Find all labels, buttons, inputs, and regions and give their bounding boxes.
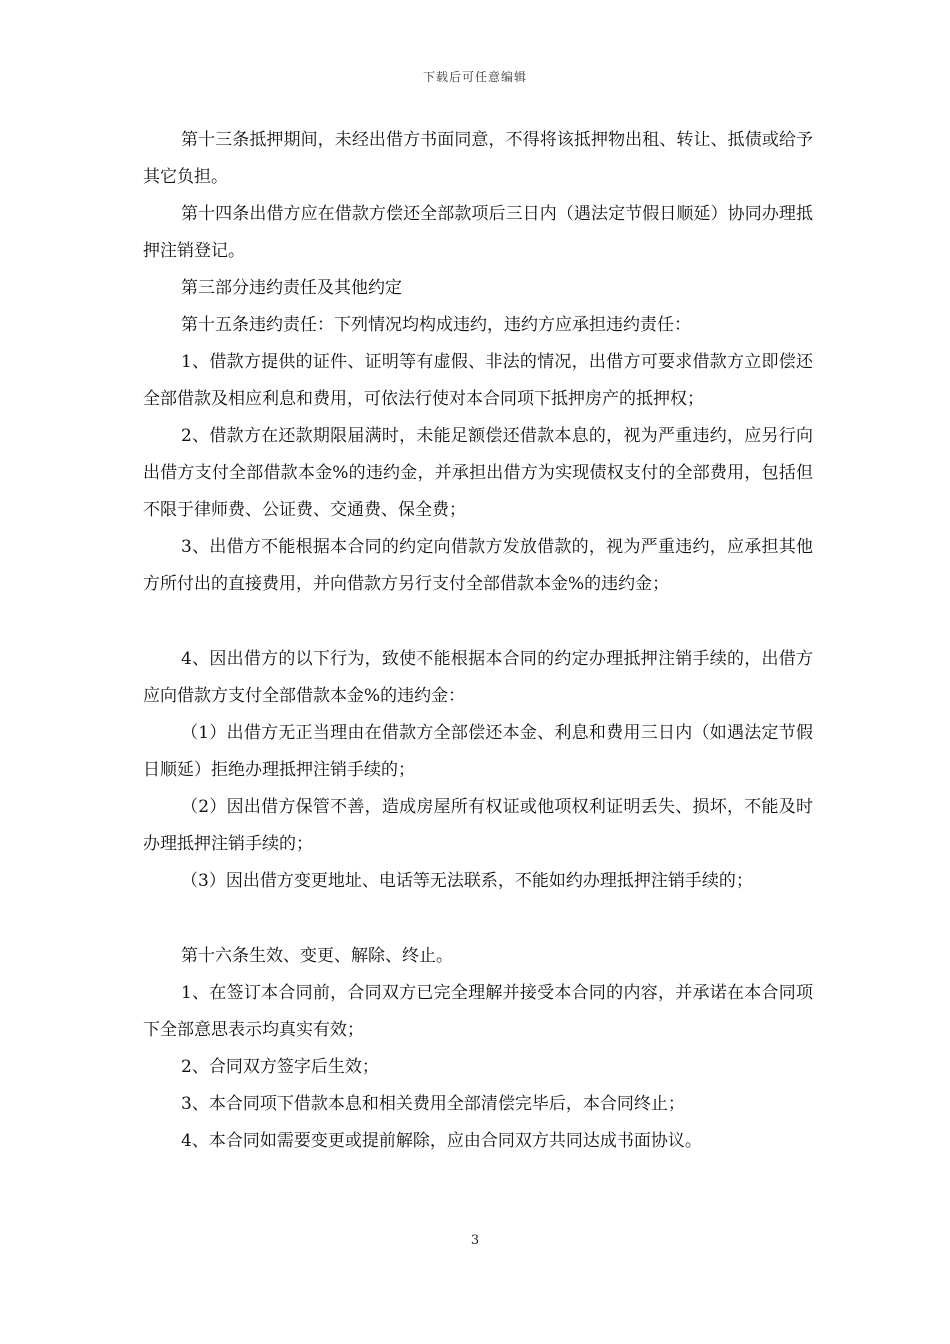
paragraph-article-15: 第十五条违约责任：下列情况均构成违约，违约方应承担违约责任： <box>181 315 691 335</box>
paragraph-article-16: 第十六条生效、变更、解除、终止。 <box>181 946 453 966</box>
page-number: 3 <box>470 1233 480 1248</box>
paragraph-16-item-3: 3、本合同项下借款本息和相关费用全部清偿完毕后，本合同终止； <box>181 1094 685 1114</box>
paragraph-15-item-3: 3、出借方不能根据本合同的约定向借款方发放借款的，视为严重违约，应承担其他方所付出的直接费用，并向借款方另行支付全部借款本金%的违约金； <box>143 537 813 594</box>
paragraph-15-item-4-sub-1: （1）出借方无正当理由在借款方全部偿还本金、利息和费用三日内（如遇法定节假日顺延）拒绝办理抵押注销手续的； <box>143 723 813 780</box>
document-body <box>143 122 813 1160</box>
header-note: 下载后可任意编辑 <box>422 70 527 84</box>
section-heading-part-3: 第三部分违约责任及其他约定 <box>181 278 402 298</box>
paragraph-15-item-4-sub-3: （3）因出借方变更地址、电话等无法联系，不能如约办理抵押注销手续的； <box>181 871 753 891</box>
paragraph-article-14: 第十四条出借方应在借款方偿还全部款项后三日内（遇法定节假日顺延）协同办理抵押注销登记。 <box>143 204 813 261</box>
blank-line <box>143 900 813 938</box>
paragraph-15-item-2: 2、借款方在还款期限届满时，未能足额偿还借款本息的，视为严重违约，应另行向出借方支付全部借款本金%的违约金，并承担出借方为实现债权支付的全部费用，包括但不限于律师费、公证费、交通费、保全费； <box>143 426 813 520</box>
paragraph-15-item-4: 4、因出借方的以下行为，致使不能根据本合同的约定办理抵押注销手续的，出借方应向借款方支付全部借款本金%的违约金： <box>143 649 813 706</box>
paragraph-15-item-1: 1、借款方提供的证件、证明等有虚假、非法的情况，出借方可要求借款方立即偿还全部借款及相应利息和费用，可依法行使对本合同项下抵押房产的抵押权； <box>143 352 813 409</box>
paragraph-16-item-1: 1、在签订本合同前，合同双方已完全理解并接受本合同的内容，并承诺在本合同项下全部意思表示均真实有效； <box>143 983 813 1040</box>
paragraph-16-item-2: 2、合同双方签字后生效； <box>181 1057 379 1077</box>
paragraph-16-item-4: 4、本合同如需要变更或提前解除，应由合同双方共同达成书面协议。 <box>181 1131 702 1151</box>
blank-line <box>143 603 813 641</box>
paragraph-article-13: 第十三条抵押期间，未经出借方书面同意，不得将该抵押物出租、转让、抵债或给予其它负担。 <box>143 130 813 187</box>
paragraph-15-item-4-sub-2: （2）因出借方保管不善，造成房屋所有权证或他项权利证明丢失、损坏，不能及时办理抵押注销手续的； <box>143 797 813 854</box>
